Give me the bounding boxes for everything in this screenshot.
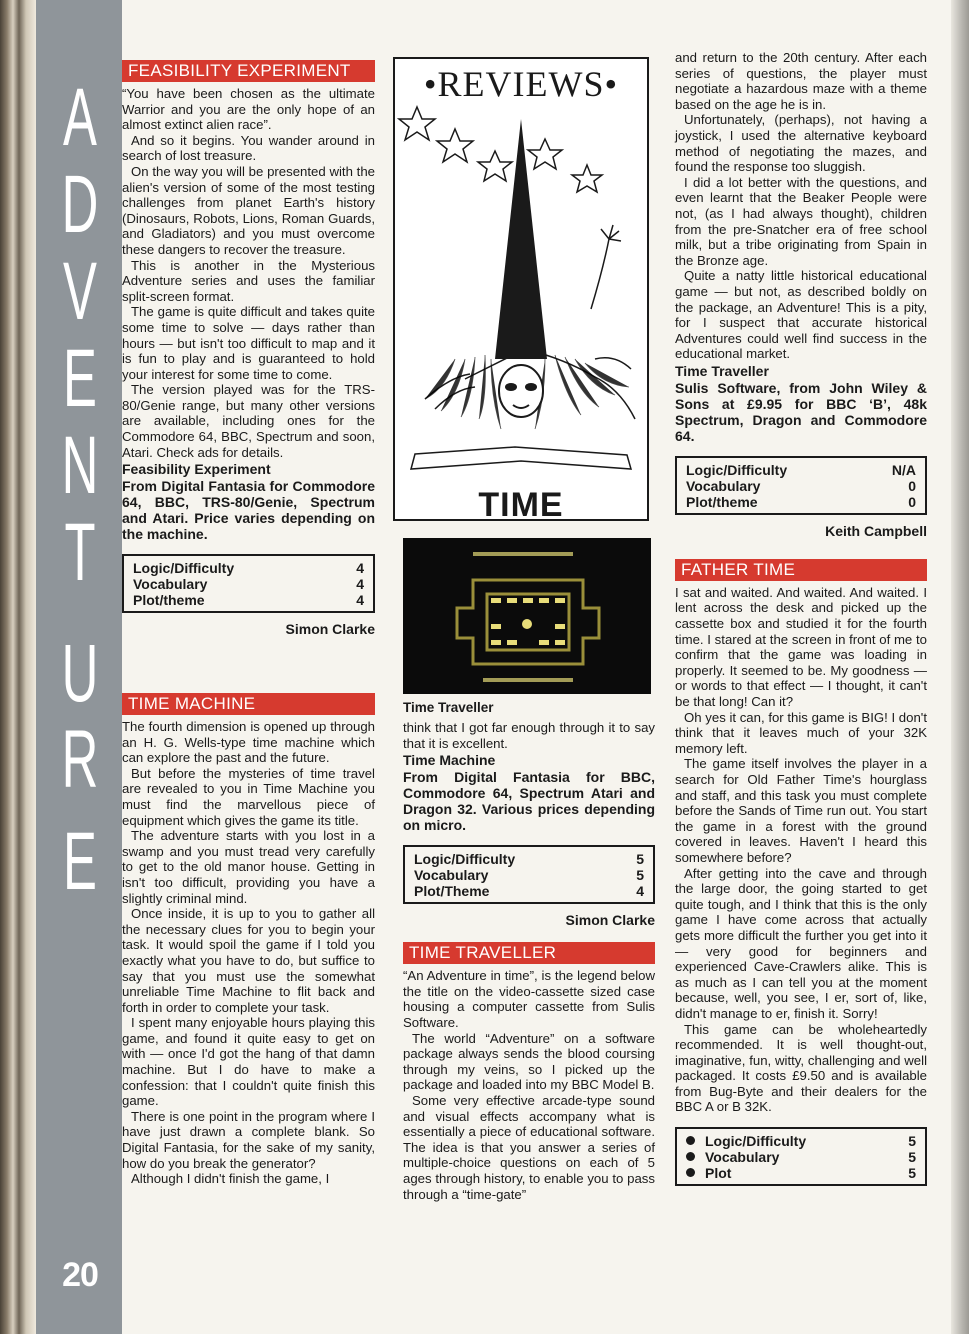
time-machine-info-title: Time Machine [403, 752, 496, 769]
rating-label: Plot/theme [686, 493, 758, 510]
section-spine [36, 0, 122, 1334]
time-machine-header: TIME MACHINE [122, 693, 375, 715]
spine-letter: V [63, 246, 97, 337]
time-traveller-paragraph: and return to the 20th century. After each series of questions, the player must negotiate a hazardous maze with a theme based on the age he is in. [675, 50, 927, 112]
feasibility-paragraph: “You have been chosen as the ultimate Warrior and you are the only hope of an almost extinct alien race”. [122, 86, 375, 133]
time-traveller-byline: Keith Campbell [825, 522, 927, 539]
rating-row [686, 1165, 916, 1181]
feasibility-info: From Digital Fantasia for Commodore 64, BBC, TRS-80/Genie, Spectrum and Atari. Price varies depending on the machine. [122, 478, 375, 543]
spine-letter: T [64, 507, 96, 598]
rating-value: 4 [356, 560, 364, 577]
rating-label: Plot [705, 1165, 732, 1182]
rating-value: 4 [356, 592, 364, 609]
father-time-paragraph: After getting into the cave and through the large door, the going started to get quite tough, and I think that this is the only game I have come across that actually gets more difficult the further you get into it — very good for beginners and experienced Cave-Crawlers alike. This is as much as I can tell you at the moment because, well, you see, I er, sort of, like, didn't manage to er, finish it. Sorry! [675, 865, 927, 1021]
time-machine-ratings-box [403, 845, 655, 904]
spine-letter: N [61, 420, 99, 511]
rating-row [414, 867, 644, 883]
feasibility-ratings-box [122, 554, 375, 613]
spine-letter: D [61, 159, 99, 250]
reviews-artwork [393, 57, 649, 524]
rating-row [686, 1149, 916, 1165]
rating-value: N/A [891, 461, 916, 478]
rating-label: Plot/theme [133, 592, 205, 609]
father-time-paragraph: The game itself involves the player in a search for Old Father Time's hourglass and staff, and this task you must complete before the Sands of Time run out. You start the game in a forest with the ground covered in leaves. Haven't I heard this somewhere before? [675, 756, 927, 865]
rating-value: 5 [908, 1165, 916, 1182]
time-machine-continuation: think that I got far enough through it to say that it is excellent. [403, 720, 655, 751]
bullet-icon [686, 1152, 695, 1161]
rating-label: Plot/Theme [414, 883, 490, 900]
time-machine-paragraph: Once inside, it is up to you to gather all the necessary clues for you to begin your task. It would spoil the game if I told you exactly what you have to do, but suffice to say that you must use the somewhat unreliable Time Machine to flit back and forth in order to complete your task. [122, 906, 375, 1015]
feasibility-paragraph: The game is quite difficult and takes quite some time to solve — days rather than hours — but isn't too difficult to map and it is fun to play and is guaranteed to hold your interest for some time to come. [122, 304, 375, 382]
time-machine-paragraph: The adventure starts with you lost in a swamp and you must tread very carefully to get to the old manor house. Getting in isn't too difficult, providing you have a slightly criminal mind. [122, 828, 375, 906]
column-1-lower [122, 693, 375, 1187]
time-traveller-paragraph: Unfortunately, (perhaps), not having a joystick, I used the alternative keyboard method of negotiating the mazes, and found the response too sluggish. [675, 112, 927, 175]
maze-graphic [403, 538, 651, 694]
column-1 [122, 60, 375, 637]
column-2-lower [403, 720, 655, 1202]
rating-value: 5 [636, 851, 644, 868]
column-3 [675, 50, 927, 1194]
time-traveller-paragraph: I did a lot better with the questions, and even learnt that the Beaker People were not, (as I had always thought), children from the pre-Snatcher era of free school milk, but a tribe originating from Spain in the Bronze age. [675, 174, 927, 268]
rating-value: 4 [636, 883, 644, 900]
rating-label: Vocabulary [414, 867, 489, 884]
screenshot-caption: Time Traveller [403, 700, 494, 715]
feasibility-header: FEASIBILITY EXPERIMENT [122, 60, 375, 82]
rating-value: 5 [908, 1149, 916, 1166]
page-number: 20 [62, 1256, 98, 1294]
rating-row [414, 851, 644, 867]
page-binding [0, 0, 36, 1334]
feasibility-paragraph: And so it begins. You wander around in search of lost treasure. [122, 132, 375, 164]
time-traveller-ratings-box [675, 456, 927, 515]
time-traveller-paragraph: Some very effective arcade-type sound and visual effects accompany what is essentially a piece of educational software. The idea is that you answer a series of multiple-choice questions on each of 5 ages through history, to enable you to pass through a “time-gate” [403, 1092, 655, 1202]
time-machine-byline: Simon Clarke [565, 912, 655, 929]
bullet-icon [686, 1168, 695, 1177]
game-screenshot [403, 538, 651, 694]
time-traveller-paragraph: Quite a natty little historical educational game — but not, as described boldly on the package, an Adventure! This is a pity, for I suspect that accurate historical Adventures could well find success in the educational market. [675, 268, 927, 362]
rating-value: 0 [908, 493, 916, 510]
spine-letter: A [63, 72, 97, 163]
feasibility-paragraph: The version played was for the TRS-80/Genie range, but many other versions are available, including ones for the Commodore 64, BBC, Spectrum and soon, Atari. Check ads for details. [122, 382, 375, 460]
rating-label: Vocabulary [686, 477, 761, 494]
father-time-paragraph: Oh yes it can, for this game is BIG! I don't think that it leaves much of your 32K memory left. [675, 709, 927, 756]
father-time-header: FATHER TIME [675, 559, 927, 581]
rating-label: Logic/Difficulty [414, 851, 516, 868]
feasibility-info-title: Feasibility Experiment [122, 461, 271, 478]
time-traveller-header: TIME TRAVELLER [403, 942, 655, 964]
spine-letter: E [63, 333, 97, 424]
time-traveller-paragraph: “An Adventure in time”, is the legend below the title on the video-cassette sized case housing a computer cassette from Sulis Software. [403, 968, 655, 1030]
father-time-ratings-box [675, 1127, 927, 1186]
time-machine-paragraph: I spent many enjoyable hours playing this game, and found it quite easy to get on with — once I'd got the hang of that damn machine. But I do have to make a confession: that I couldn't quite finish this game. [122, 1015, 375, 1109]
feasibility-byline: Simon Clarke [285, 621, 375, 638]
feasibility-paragraph: On the way you will be presented with the alien's version of some of the most testing challenges from planet Earth's history (Dinosaurs, Robots, Lions, Roman Guards, and Gladiators) and you must overcome these dangers to recover the treasure. [122, 163, 375, 257]
spine-letter: E [63, 816, 97, 907]
page-edge [951, 0, 969, 1334]
time-title: TIME [478, 486, 564, 524]
time-machine-paragraph: The fourth dimension is opened up through an H. G. Wells-type time machine which can explore the past and the future. [122, 719, 375, 766]
rating-value: 0 [908, 477, 916, 494]
wizard-illustration [395, 59, 647, 479]
bullet-icon [686, 1136, 695, 1145]
time-machine-paragraph: But before the mysteries of time travel are revealed to you in Time Machine you must find the marvellous piece of equipment which gives the game its title. [122, 765, 375, 828]
rating-label: Vocabulary [705, 1149, 780, 1166]
time-traveller-paragraph: The world “Adventure” on a software package always sends the blood coursing through my veins, so I picked up the package and loaded into my BBC Model B. [403, 1030, 655, 1093]
rating-value: 4 [356, 576, 364, 593]
time-traveller-info-title: Time Traveller [675, 362, 769, 379]
rating-row [686, 1133, 916, 1149]
rating-row [133, 592, 364, 608]
rating-row [133, 560, 364, 576]
rating-label: Logic/Difficulty [133, 560, 235, 577]
rating-row [133, 576, 364, 592]
rating-row [686, 478, 916, 494]
time-traveller-info: Sulis Software, from John Wiley & Sons at £9.95 for BBC ‘B’, 48k Spectrum, Dragon and Commodore 64. [675, 379, 927, 444]
time-machine-paragraph: Although I didn't finish the game, I [131, 1171, 330, 1187]
feasibility-paragraph: This is another in the Mysterious Adventure series and uses the familiar split-screen format. [122, 257, 375, 304]
rating-row [686, 462, 916, 478]
rating-row [414, 883, 644, 899]
father-time-paragraph: This game can be wholeheartedly recommended. It is well thought-out, imaginative, fun, witty, challenging and well packaged. It costs £9.50 and is available from Bug-Byte and their dealers for the BBC A or B 32K. [675, 1021, 927, 1115]
rating-label: Vocabulary [133, 576, 208, 593]
time-machine-info: From Digital Fantasia for BBC, Commodore 64, Spectrum Atari and Dragon 32. Various prices depending on micro. [403, 769, 655, 834]
reviews-title: •REVIEWS• [423, 64, 619, 104]
rating-value: 5 [908, 1133, 916, 1150]
spine-letter: U [61, 628, 99, 719]
rating-row [686, 494, 916, 510]
rating-label: Logic/Difficulty [705, 1133, 807, 1150]
time-machine-paragraph: There is one point in the program where I have just drawn a complete blank. So Digital Fantasia, for the sake of my sanity, how do you break the generator? [122, 1108, 375, 1171]
father-time-paragraph: I sat and waited. And waited. And waited. I lent across the desk and picked up the cassette box and studied it for the fourth time. I stared at the screen in front of me to confirm that the game was loading in properly. It seemed to be. My goodness — or words to that effect — I thought, it can't be that long! Can it? [675, 584, 927, 710]
spine-letter: R [61, 714, 99, 805]
rating-value: 5 [636, 867, 644, 884]
rating-label: Logic/Difficulty [686, 461, 788, 478]
